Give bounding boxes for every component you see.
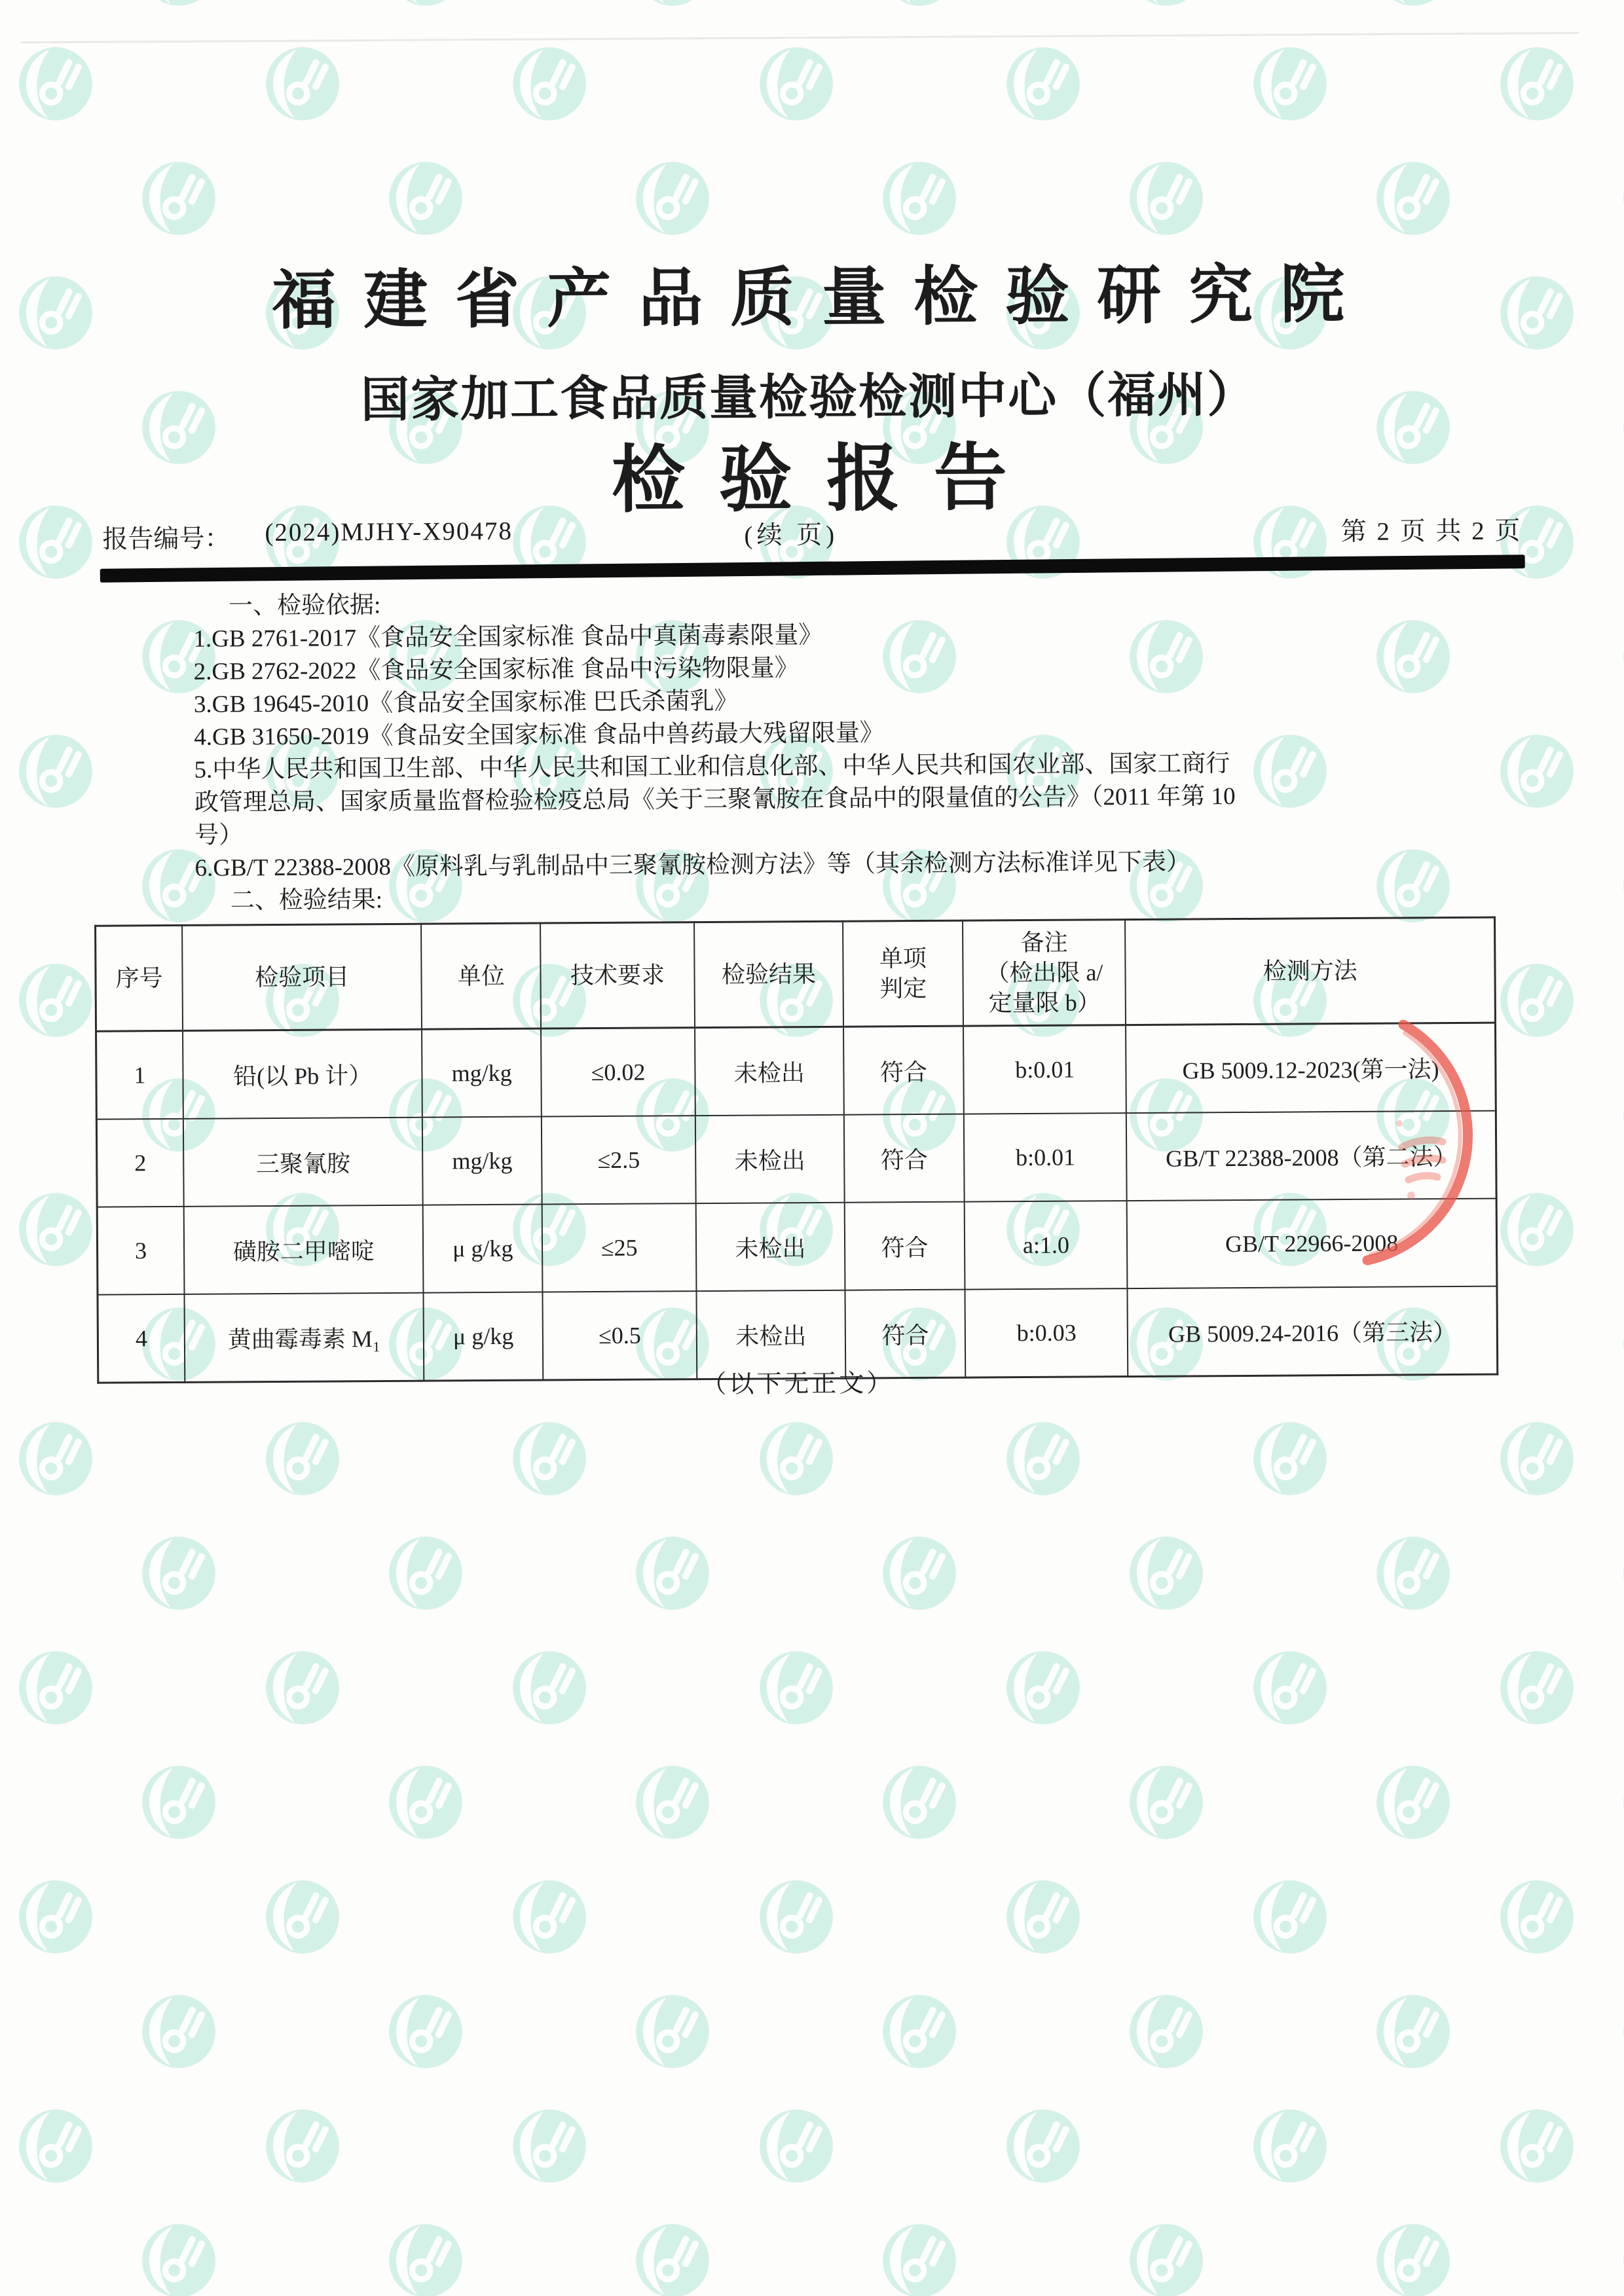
report-no-value: (2024)MJHY-X90478 — [265, 517, 513, 547]
cell-unit: mg/kg — [422, 1029, 541, 1118]
col-header-result: 检验结果 — [694, 921, 843, 1027]
cell-unit: mg/kg — [422, 1117, 542, 1205]
basis-item-1: 1.GB 2761-2017《食品安全国家标准 食品中真菌毒素限量》 — [193, 621, 823, 653]
end-of-text-note: （以下无正文） — [701, 1370, 895, 1399]
cell-seq: 4 — [98, 1294, 185, 1383]
results-heading: 二、检验结果: — [230, 886, 383, 915]
header-divider-bar — [100, 555, 1525, 583]
cell-judgement: 符合 — [845, 1290, 966, 1379]
basis-item-2: 2.GB 2762-2022《食品安全国家标准 食品中污染物限量》 — [193, 655, 799, 685]
cell-unit: μ g/kg — [423, 1205, 542, 1293]
cell-item: 铅(以 Pb 计） — [183, 1029, 422, 1119]
cell-note: a:1.0 — [965, 1201, 1128, 1290]
basis-item-4: 4.GB 31650-2019《食品安全国家标准 食品中兽药最大残留限量》 — [194, 720, 884, 751]
cell-method: GB/T 22388-2008（第二法） — [1126, 1111, 1496, 1201]
cell-method: GB/T 22966-2008 — [1127, 1199, 1497, 1288]
col-header-item: 检验项目 — [182, 924, 422, 1030]
cell-note: b:0.01 — [964, 1113, 1127, 1202]
cell-requirement: ≤0.02 — [541, 1028, 695, 1117]
cell-note: b:0.03 — [965, 1288, 1128, 1377]
col-header-seq: 序号 — [96, 925, 183, 1031]
continuation-note: (续 页) — [744, 520, 839, 550]
cell-judgement: 符合 — [843, 1114, 965, 1203]
col-header-note: 备注 （检出限 a/ 定量限 b） — [963, 920, 1126, 1027]
cell-item: 黄曲霉毒素 M₁ — [184, 1293, 424, 1383]
report-title: 检验报告 — [611, 437, 1042, 522]
cell-seq: 1 — [96, 1030, 183, 1119]
cell-item: 磺胺二甲嘧啶 — [184, 1205, 424, 1294]
official-stamp-arc — [1247, 995, 1509, 1290]
cell-result: 未检出 — [696, 1203, 845, 1291]
cell-requirement: ≤0.5 — [543, 1291, 697, 1380]
scan-edge-line — [21, 32, 1579, 44]
cell-judgement: 符合 — [843, 1026, 965, 1115]
cell-unit: μ g/kg — [424, 1292, 543, 1381]
cell-note: b:0.01 — [963, 1025, 1126, 1114]
center-name: 国家加工食品质量检验检测中心（福州） — [360, 368, 1257, 428]
report-no-label: 报告编号： — [102, 524, 231, 554]
col-header-method: 检测方法 — [1125, 917, 1495, 1025]
cell-judgement: 符合 — [844, 1202, 965, 1290]
cell-method: GB 5009.12-2023(第一法) — [1126, 1023, 1496, 1113]
cell-result: 未检出 — [695, 1027, 843, 1116]
cell-method: GB 5009.24-2016（第三法） — [1128, 1286, 1498, 1377]
basis-item-3: 3.GB 19645-2010《食品安全国家标准 巴氏杀菌乳》 — [193, 687, 739, 718]
col-header-requirement: 技术要求 — [540, 922, 695, 1029]
institute-name: 福建省产品质量检验研究院 — [271, 259, 1373, 338]
cell-item: 三聚氰胺 — [183, 1118, 423, 1207]
cell-seq: 2 — [96, 1119, 183, 1207]
cell-result: 未检出 — [695, 1115, 844, 1203]
col-header-unit: 单位 — [421, 923, 541, 1029]
basis-item-6: 6.GB/T 22388-2008《原料乳与乳制品中三聚氰胺检测方法》等（其余检测方法标准详见下表） — [194, 848, 1191, 882]
page-indicator: 第 2 页 共 2 页 — [1340, 517, 1522, 547]
cell-requirement: ≤2.5 — [542, 1116, 696, 1204]
cell-result: 未检出 — [697, 1290, 845, 1379]
cell-seq: 3 — [97, 1207, 184, 1295]
basis-heading: 一、检验依据: — [228, 592, 381, 620]
cell-requirement: ≤25 — [542, 1203, 697, 1292]
basis-item-5: 5.中华人民共和国卫生部、中华人民共和国工业和信息化部、中华人民共和国农业部、国家工商行 政管理总局、国家质量监督检验检疫总局《关于三聚氰胺在食品中的限量值的公告》（2011 年第 10 号） — [194, 750, 1236, 849]
body-text-block — [193, 583, 1452, 918]
col-header-judgement: 单项 判定 — [843, 920, 964, 1027]
